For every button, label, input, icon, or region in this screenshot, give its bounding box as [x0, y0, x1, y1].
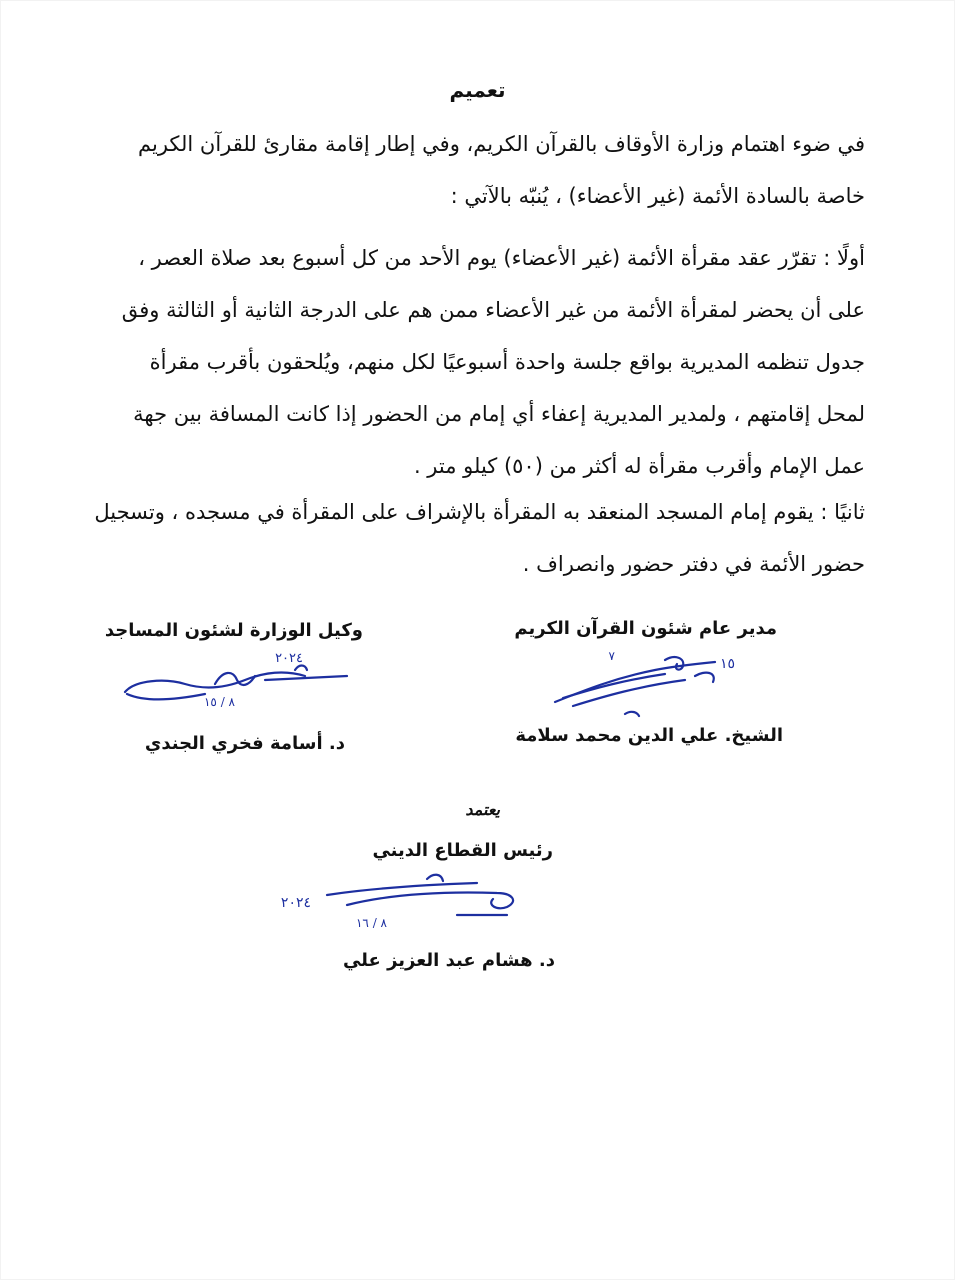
first-clause-line-5: عمل الإمام وأقرب مقرأة له أكثر من (٥٠) كيلو متر . [413, 454, 865, 478]
approval-word: يعتمد [465, 800, 500, 819]
center-signature-image [280, 865, 527, 940]
document-title: تعميم [449, 78, 506, 102]
second-clause-line-1: ثانيًا : يقوم إمام المسجد المنعقد به المقرأة بالإشراف على المقرأة في مسجده ، وتسجيل [94, 500, 865, 524]
first-clause-paragraph [105, 232, 865, 492]
svg-text:٢٠٢٤: ٢٠٢٤ [275, 651, 303, 666]
left-signature-image [115, 640, 365, 720]
intro-line-1: في ضوء اهتمام وزارة الأوقاف بالقرآن الكريم، وفي إطار إقامة مقارئ للقرآن الكريم [138, 132, 865, 156]
svg-text:١٥: ١٥ [719, 656, 735, 672]
svg-text:٨ / ١٥: ٨ / ١٥ [203, 695, 235, 709]
svg-text:٨ / ١٦: ٨ / ١٦ [355, 916, 387, 930]
svg-text:٢٠٢٤: ٢٠٢٤ [280, 895, 311, 911]
first-clause-line-1: أولًا : تقرّر عقد مقرأة الأئمة (غير الأعضاء) يوم الأحد من كل أسبوع بعد صلاة العصر ، [138, 246, 865, 270]
intro-paragraph [105, 118, 865, 222]
left-signatory-title: وكيل الوزارة لشئون المساجد [104, 620, 363, 641]
second-clause-line-2: حضور الأئمة في دفتر حضور وانصراف . [522, 552, 865, 576]
second-clause-paragraph [94, 486, 865, 590]
svg-text:٧: ٧ [608, 649, 615, 663]
right-signatory-title: مدير عام شئون القرآن الكريم [514, 618, 777, 639]
right-signature-image [545, 640, 775, 720]
center-signatory-name: د. هشام عبد العزيز علي [342, 950, 555, 971]
intro-line-2: خاصة بالسادة الأئمة (غير الأعضاء) ، يُنبّه بالآتي : [450, 184, 865, 208]
first-clause-line-3: جدول تنظمه المديرية بواقع جلسة واحدة أسبوعيًا لكل منهم، ويُلحقون بأقرب مقرأة [149, 350, 865, 374]
first-clause-line-2: على أن يحضر لمقرأة الأئمة من غير الأعضاء ممن هم على الدرجة الثانية أو الثالثة وفق [121, 298, 865, 322]
first-clause-line-4: لمحل إقامتهم ، ولمدير المديرية إعفاء أي إمام من الحضور إذا كانت المسافة بين جهة [133, 402, 865, 426]
left-signatory-name: د. أسامة فخري الجندي [144, 733, 345, 754]
right-signatory-name: الشيخ. علي الدين محمد سلامة [515, 725, 783, 746]
center-signatory-title: رئيس القطاع الديني [372, 840, 553, 861]
